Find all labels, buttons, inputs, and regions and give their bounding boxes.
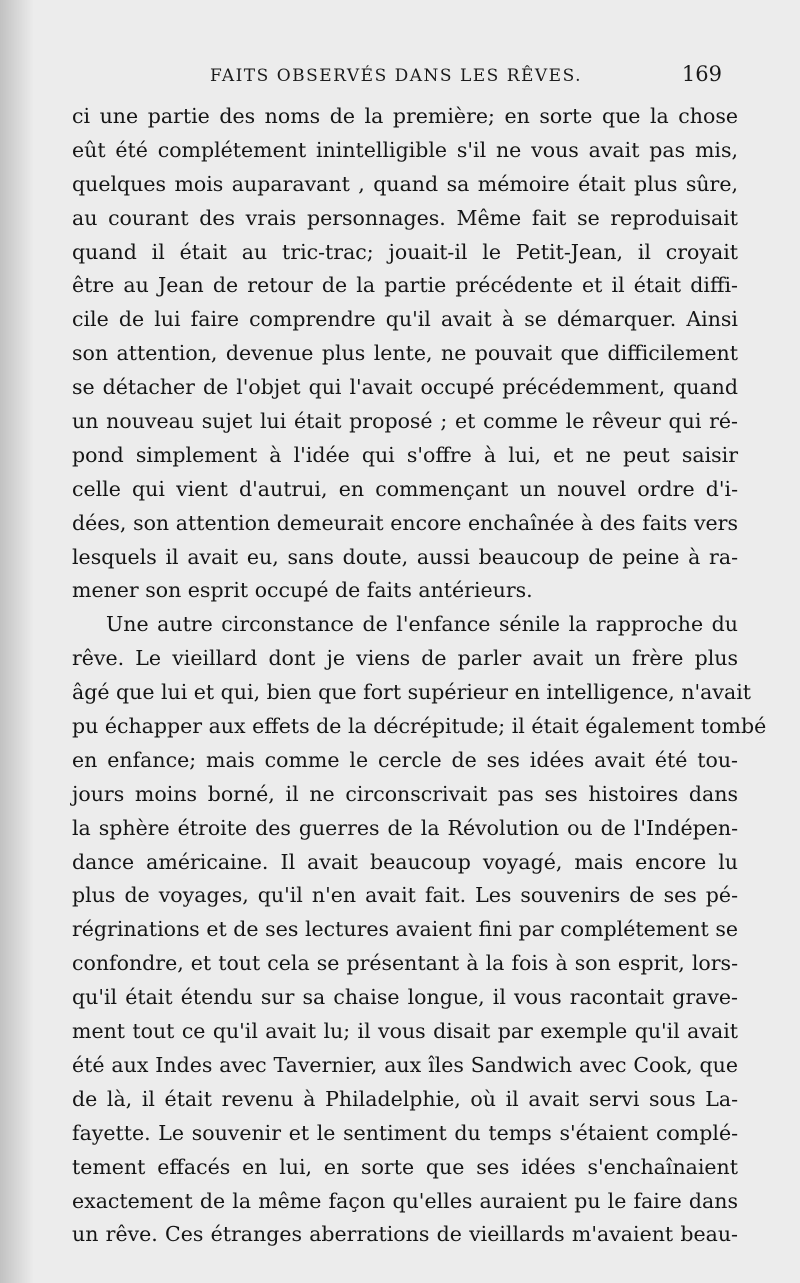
text-line: tement effacés en lui, en sorte que ses idées s'enchaînaient bbox=[72, 1154, 738, 1179]
text-line: rêve. Le vieillard dont je viens de parler avait un frère plus bbox=[72, 646, 738, 671]
paragraph-end-line: mener son esprit occupé de faits antérieurs. bbox=[72, 578, 533, 603]
page-number: 169 bbox=[681, 62, 722, 86]
text-line: jours moins borné, il ne circonscrivait pas ses histoires dans bbox=[72, 781, 738, 806]
text-line: se détacher de l'objet qui l'avait occupé précédemment, quand bbox=[72, 375, 738, 400]
text-line: qu'il était étendu sur sa chaise longue, il vous racontait grave- bbox=[72, 985, 738, 1010]
paragraph-first-line: Une autre circonstance de l'enfance sénile la rapproche du bbox=[106, 612, 738, 637]
text-line: dance américaine. Il avait beaucoup voyagé, mais encore lu bbox=[72, 849, 738, 874]
text-line: quand il était au tric-trac; jouait-il le Petit-Jean, il croyait bbox=[72, 239, 738, 264]
text-line: lesquels il avait eu, sans doute, aussi beaucoup de peine à ra- bbox=[72, 544, 738, 569]
text-line: fayette. Le souvenir et le sentiment du temps s'étaient complé- bbox=[72, 1120, 738, 1145]
text-line: pond simplement à l'idée qui s'offre à lui, et ne peut saisir bbox=[72, 442, 738, 467]
text-line: cile de lui faire comprendre qu'il avait à se démarquer. Ainsi bbox=[72, 307, 738, 332]
text-line: quelques mois auparavant , quand sa mémoire était plus sûre, bbox=[72, 171, 738, 196]
text-line: celle qui vient d'autrui, en commençant un nouvel ordre d'i- bbox=[72, 476, 738, 501]
text-line: son attention, devenue plus lente, ne pouvait que difficilement bbox=[72, 341, 738, 366]
text-line: été aux Indes avec Tavernier, aux îles Sandwich avec Cook, que bbox=[72, 1052, 738, 1077]
text-line: confondre, et tout cela se présentant à la fois à son esprit, lors- bbox=[72, 951, 738, 976]
running-title: FAITS OBSERVÉS DANS LES RÊVES. bbox=[210, 66, 583, 86]
text-line: plus de voyages, qu'il n'en avait fait. Les souvenirs de ses pé- bbox=[72, 883, 738, 908]
text-line: un rêve. Ces étranges aberrations de vieillards m'avaient beau- bbox=[72, 1222, 738, 1247]
text-line: ment tout ce qu'il avait lu; il vous disait par exemple qu'il avait bbox=[72, 1019, 738, 1044]
text-line: ci une partie des noms de la première; en sorte que la chose bbox=[72, 104, 738, 128]
body-text bbox=[72, 100, 767, 1252]
text-line: de là, il était revenu à Philadelphie, où il avait servi sous La- bbox=[72, 1086, 738, 1111]
text-line: dées, son attention demeurait encore enchaînée à des faits vers bbox=[72, 510, 738, 535]
text-line: pu échapper aux effets de la décrépitude; il était également tombé bbox=[72, 714, 767, 739]
text-line: la sphère étroite des guerres de la Révolution ou de l'Indépen- bbox=[72, 815, 738, 840]
page-header bbox=[100, 62, 730, 98]
text-line: âgé que lui et qui, bien que fort supérieur en intelligence, n'avait bbox=[72, 680, 751, 705]
text-line: un nouveau sujet lui était proposé ; et comme le rêveur qui ré- bbox=[72, 409, 738, 434]
text-line: en enfance; mais comme le cercle de ses idées avait été tou- bbox=[72, 747, 738, 772]
text-line: régrinations et de ses lectures avaient fini par complétement se bbox=[72, 917, 738, 942]
text-line: exactement de la même façon qu'elles auraient pu le faire dans bbox=[72, 1188, 738, 1213]
text-line: eût été complétement inintelligible s'il ne vous avait pas mis, bbox=[72, 137, 738, 162]
text-line: être au Jean de retour de la partie précédente et il était diffi- bbox=[72, 273, 738, 298]
text-line: au courant des vrais personnages. Même fait se reproduisait bbox=[72, 205, 738, 230]
